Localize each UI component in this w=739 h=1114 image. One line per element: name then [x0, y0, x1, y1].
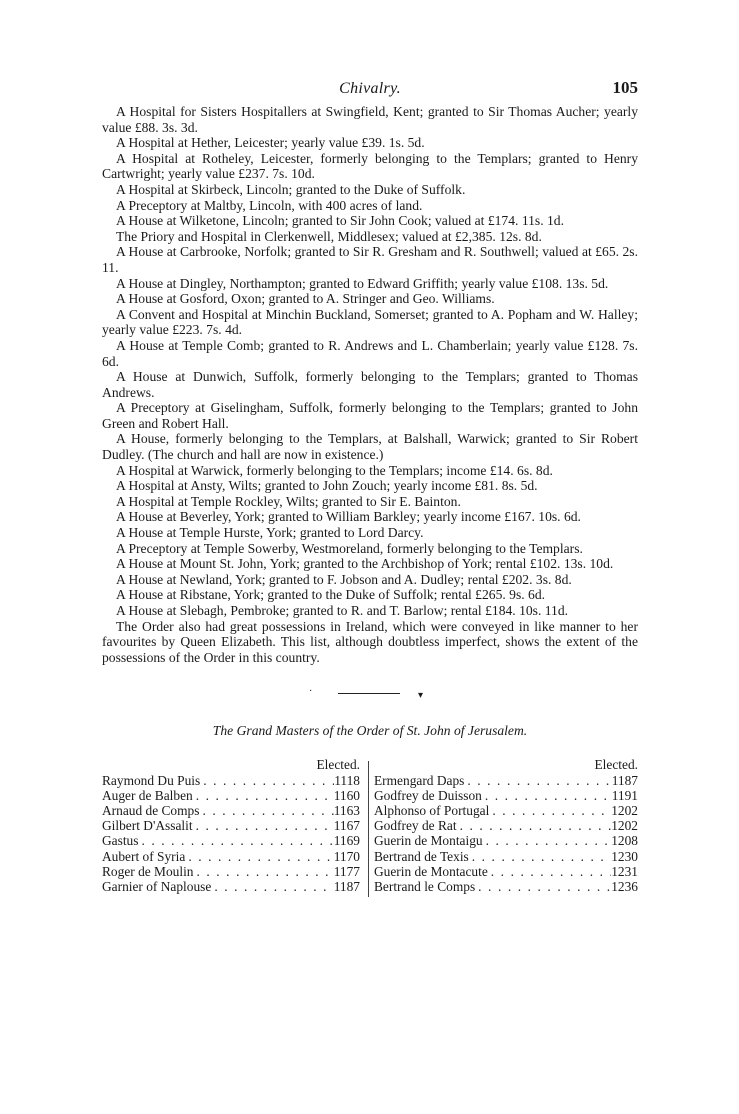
grand-master-row — [102, 803, 360, 818]
page-header — [102, 78, 638, 104]
possession-entry: A Hospital at Hether, Leicester; yearly value £39. 1s. 5d. — [116, 135, 425, 151]
grand-master-row — [102, 849, 360, 864]
grand-master-name: Gastus — [102, 833, 139, 849]
grand-master-row — [374, 818, 638, 833]
grand-master-name: Guerin de Montacute — [374, 863, 488, 879]
possession-entry: A House at Carbrooke, Norfolk; granted to Sir R. Gresham and R. Southwell; valued at £65. 2s. 11. — [102, 244, 638, 275]
grand-master-elected-year: 1177 — [333, 863, 360, 879]
grand-master-elected-year: 1187 — [611, 772, 638, 788]
possession-entry: A Hospital for Sisters Hospitallers at Swingfield, Kent; granted to Sir Thomas Aucher; yearly value £88. 3s. 3d. — [102, 104, 638, 135]
possession-entry: A House at Newland, York; granted to F. Jobson and A. Dudley; rental £202. 3s. 8d. — [116, 571, 572, 587]
grand-master-row — [374, 833, 638, 848]
grand-master-name: Ermengard Daps — [374, 772, 465, 788]
grand-master-name: Arnaud de Comps — [102, 802, 200, 818]
possession-entry: A Preceptory at Temple Sowerby, Westmoreland, formerly belonging to the Templars. — [116, 540, 583, 556]
grand-masters-left-column — [102, 757, 360, 894]
leader-dots — [193, 818, 334, 833]
leader-dots — [138, 833, 333, 848]
grand-master-row — [102, 879, 360, 894]
possession-entry: A Preceptory at Giselingham, Suffolk, formerly belonging to the Templars; granted to John Green and Robert Hall. — [102, 400, 638, 431]
grand-master-elected-year: 1187 — [333, 878, 360, 894]
grand-master-elected-year: 1118 — [334, 772, 360, 788]
leader-dots — [193, 788, 334, 803]
grand-master-row — [374, 788, 638, 803]
leader-dots — [483, 833, 612, 848]
grand-master-row — [102, 864, 360, 879]
grand-master-row — [102, 773, 360, 788]
page-number: 105 — [612, 78, 638, 97]
grand-master-elected-year: 1167 — [333, 818, 360, 834]
grand-master-name: Godfrey de Duisson — [374, 787, 482, 803]
divider-rule — [338, 693, 400, 694]
possession-entry: A House at Dunwich, Suffolk, formerly belonging to the Templars; granted to Thomas Andrews. — [102, 369, 638, 400]
possession-entry: A House, formerly belonging to the Templars, at Balshall, Warwick; granted to Sir Robert Dudley. (The church and hall are now in existence.) — [102, 431, 638, 463]
leader-dots — [211, 879, 333, 894]
grand-master-elected-year: 1230 — [611, 848, 638, 864]
leader-dots — [457, 818, 612, 833]
leader-dots — [464, 773, 611, 788]
possession-entry: A House at Gosford, Oxon; granted to A. Stringer and Geo. Williams. — [116, 291, 495, 307]
grand-master-elected-year: 1170 — [333, 848, 360, 864]
grand-master-name: Alphonso of Portugal — [374, 802, 490, 818]
grand-master-row — [374, 849, 638, 864]
running-title: Chivalry. — [339, 80, 401, 97]
possession-entry: A Hospital at Ansty, Wilts; granted to John Zouch; yearly income £81. 8s. 5d. — [116, 478, 538, 494]
grand-master-elected-year: 1208 — [611, 833, 638, 849]
possession-entry: A Hospital at Warwick, formerly belonging to the Templars; income £14. 6s. 8d. — [116, 462, 553, 478]
possession-entry: A Hospital at Temple Rockley, Wilts; granted to Sir E. Bainton. — [116, 493, 461, 509]
possession-entry: A House at Ribstane, York; granted to the Duke of Suffolk; rental £265. 9s. 6d. — [116, 587, 546, 603]
leader-dots — [488, 864, 611, 879]
grand-master-elected-year: 1202 — [611, 818, 638, 834]
grand-master-row — [102, 788, 360, 803]
leader-dots — [199, 803, 333, 818]
possession-entry: A Convent and Hospital at Minchin Buckland, Somerset; granted to A. Popham and W. Halley; yearly value £223. 7s. 4d. — [102, 306, 638, 338]
column-header-elected: Elected. — [316, 757, 360, 773]
grand-master-elected-year: 1202 — [611, 802, 638, 818]
section-divider — [102, 679, 638, 719]
possession-entry: A House at Beverley, York; granted to William Barkley; yearly income £167. 10s. 6d. — [116, 509, 581, 525]
possession-entry: A Preceptory at Maltby, Lincoln, with 400 acres of land. — [116, 197, 423, 213]
possession-entry: A House at Dingley, Northampton; granted to Edward Griffith; yearly value £108. 13s. 5d. — [116, 275, 609, 291]
grand-master-name: Godfrey de Rat — [374, 818, 457, 834]
grand-master-name: Bertrand le Comps — [374, 878, 476, 894]
grand-master-name: Roger de Moulin — [102, 863, 194, 879]
grand-master-name: Aubert of Syria — [102, 848, 186, 864]
grand-master-row — [102, 818, 360, 833]
grand-master-name: Garnier of Naplouse — [102, 878, 212, 894]
grand-masters-title: The Grand Masters of the Order of St. John of Jerusalem. — [212, 723, 528, 739]
grand-master-name: Guerin de Montaigu — [374, 833, 483, 849]
grand-master-elected-year: 1160 — [333, 787, 360, 803]
column-separator — [368, 761, 369, 897]
possession-entry: A House at Slebagh, Pembroke; granted to R. and T. Barlow; rental £184. 10s. 11d. — [116, 603, 569, 618]
leader-dots — [489, 803, 611, 818]
grand-master-name: Bertrand de Texis — [374, 848, 469, 864]
leader-dots — [185, 849, 333, 864]
possession-entry: The Priory and Hospital in Clerkenwell, Middlesex; valued at £2,385. 12s. 8d. — [116, 228, 542, 244]
leader-dots — [194, 864, 334, 879]
divider-dot-icon: · — [309, 686, 313, 698]
grand-master-row — [374, 864, 638, 879]
column-header-elected: Elected. — [594, 757, 638, 773]
possession-entry: A House at Wilketone, Lincoln; granted to Sir John Cook; valued at £174. 11s. 1d. — [116, 213, 564, 229]
grand-master-elected-year: 1163 — [333, 802, 360, 818]
grand-master-name: Auger de Balben — [102, 787, 193, 803]
possessions-list — [102, 104, 638, 665]
grand-master-row — [374, 773, 638, 788]
grand-master-elected-year: 1169 — [333, 833, 360, 849]
grand-master-elected-year: 1231 — [611, 863, 638, 879]
possession-entry: A Hospital at Skirbeck, Lincoln; granted to the Duke of Suffolk. — [116, 181, 466, 197]
grand-master-elected-year: 1191 — [611, 787, 638, 803]
possession-entry: A House at Temple Comb; granted to R. Andrews and L. Chamberlain; yearly value £128. 7s. 6d. — [102, 337, 638, 369]
grand-master-name: Raymond Du Puis — [102, 772, 201, 788]
grand-master-row — [102, 833, 360, 848]
possession-entry: A Hospital at Rotheley, Leicester, formerly belonging to the Templars; granted to Henry Cartwright; yearly value £237. 7s. 10d. — [102, 150, 638, 182]
grand-master-elected-year: 1236 — [611, 878, 638, 894]
grand-master-row — [374, 803, 638, 818]
leader-dots — [469, 849, 611, 864]
possession-entry: A House at Temple Hurste, York; granted to Lord Darcy. — [116, 525, 424, 541]
possession-entry: The Order also had great possessions in Ireland, which were conveyed in like manner to her favourites by Queen Elizabeth. This list, although doubtless imperfect, shows the extent of the possessions of the Order in this country. — [102, 618, 638, 665]
leader-dots — [200, 773, 334, 788]
grand-masters-right-column — [374, 757, 638, 894]
grand-master-name: Gilbert D'Assalit — [102, 818, 193, 834]
leader-dots — [475, 879, 611, 894]
grand-master-row — [374, 879, 638, 894]
divider-dot-icon: ▾ — [418, 690, 424, 702]
possession-entry: A House at Mount St. John, York; granted to the Archbishop of York; rental £102. 13s. 10d. — [116, 556, 614, 572]
leader-dots — [482, 788, 612, 803]
book-page — [102, 78, 638, 894]
